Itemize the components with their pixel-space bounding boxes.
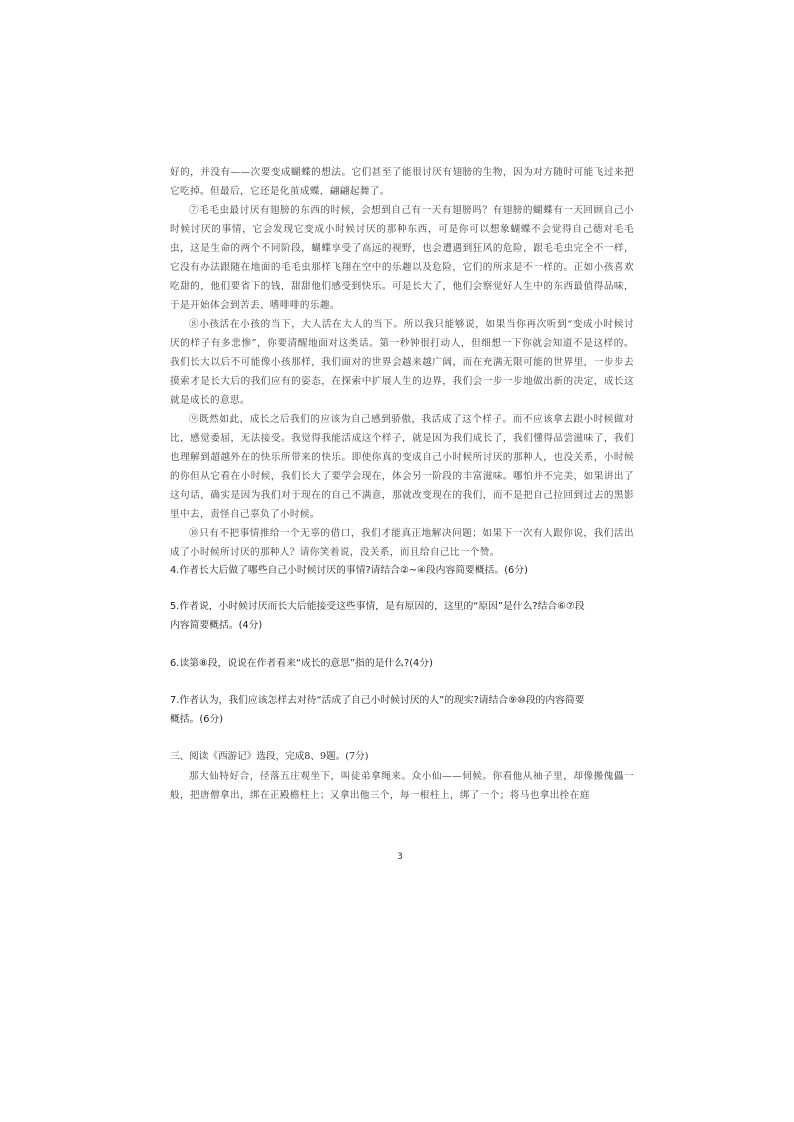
question-7-line-1: 7.作者认为，我们应该怎样去对待“活成了自己小时候讨厌的人”的现实?请结合⑨⑩段的内容简要 — [170, 695, 585, 706]
section-3-excerpt — [170, 767, 634, 805]
passage-intro: 好的，并没有——次要变成蝴蝶的想法。它们甚至了能很讨厌有翅膀的生物，因为对方随时可能飞过来把它吃掉。但最后，它还是化茧成蝶，翩翩起舞了。 — [170, 167, 634, 197]
xiyouji-excerpt: 那大仙特好合，径落五庄观坐下，叫徒弟拿绳来。众小仙——伺候。你看他从袖子里，却像搬傀儡一般，把唐僧拿出，绑在正殿檐柱上；又拿出他三个，每一根柱上，绑了一个；将马也拿出拴在庭 — [170, 771, 634, 801]
paragraph-10: ⑩只有不把事情推给一个无辜的借口，我们才能真正地解决问题；如果下一次有人跟你说，我们活出成了小时候所讨厌的那种人？请你笑着说，没关系，而且给自己比一个赞。 — [170, 528, 634, 558]
question-7-line-2: 概括。(6分) — [170, 714, 224, 725]
section-3-heading: 三、阅读《西游记》选段，完成8、9题。(7分) — [170, 751, 369, 762]
question-4: 4.作者长大后做了哪些自己小时候讨厌的事情?请结合②~④段内容简要概括。(6分) — [170, 565, 528, 576]
question-5-line-1: 5.作者说，小时候讨厌而长大后能接受这些事情，是有原因的，这里的“原因”是什么?结合⑥⑦段 — [170, 601, 585, 612]
question-6: 6.读第⑧段，说说在作者看来“成长的意思”指的是什么?(4分) — [170, 658, 433, 669]
paragraph-7: ⑦毛毛虫最讨厌有翅膀的东西的时候，会想到自己有一天有翅膀吗？有翅膀的蝴蝶有一天回顾自己小时候讨厌的事情，它会发现它变成小时候讨厌的那种东西，可是你可以想象蝴蝶不会觉得自己德对毛毛虫，这是生命的两个不同阶段，蝴蝶享受了高远的视野，也会遭遇到狂风的危险，跟毛毛虫完全不一样，它没有办法跟随在地面的毛毛虫那样飞翔在空中的乐趣以及危险，它们的所求是不一样的。正如小孩喜欢吃甜的，他们要省下的钱，甜甜他们感受到快乐。可是长大了，他们会察觉好人生中的东西最值得品味，于是开始体会到苦丢、嗜啡啡的乐趣。 — [170, 205, 634, 311]
page-number: 3 — [397, 852, 403, 862]
paragraph-9: ⑨既然如此，成长之后我们的应该为自己感到骄傲，我活成了这个样子。而不应该拿去跟小时候做对比，感觉委屈，无法接受。我觉得我能活成这个样子，就是因为我们成长了，我们懂得品尝滋味了，我们也理解到超越外在的快乐所带来的快乐。即使你真的变成自己小时候所讨厌的那种人，也没关系，小时候的你但从它看在小时候，我们长大了要学会现在，体会另一阶段的丰富滋味。哪怕并不完美，如果讲出了这句话，确实是因为我们对于现在的自己不满意，那就改变现在的我们，而不是把自己拉回到过去的黑影里中去，责怪自己辜负了小时候。 — [170, 414, 634, 520]
reading-passage — [170, 163, 634, 562]
question-5-line-2: 内容简要概括。(4分) — [170, 620, 263, 631]
paragraph-8: ⑧小孩活在小孩的当下，大人活在大人的当下。所以我只能够说，如果当你再次听到“变成小时候讨厌的样子有多悲惨”，你要清醒地面对这类话。第一秒钟很打动人，但细想一下你就会知道不是这样的。我们长大以后不可能像小孩那样，我们面对的世界会越来越广阔，而在充满无限可能的世界里，一步步去摸索才是长大后的我们应有的姿态，在探索中扩展人生的边界，我们会一步一步地做出新的决定，成长这就是成长的意思。 — [170, 319, 634, 406]
